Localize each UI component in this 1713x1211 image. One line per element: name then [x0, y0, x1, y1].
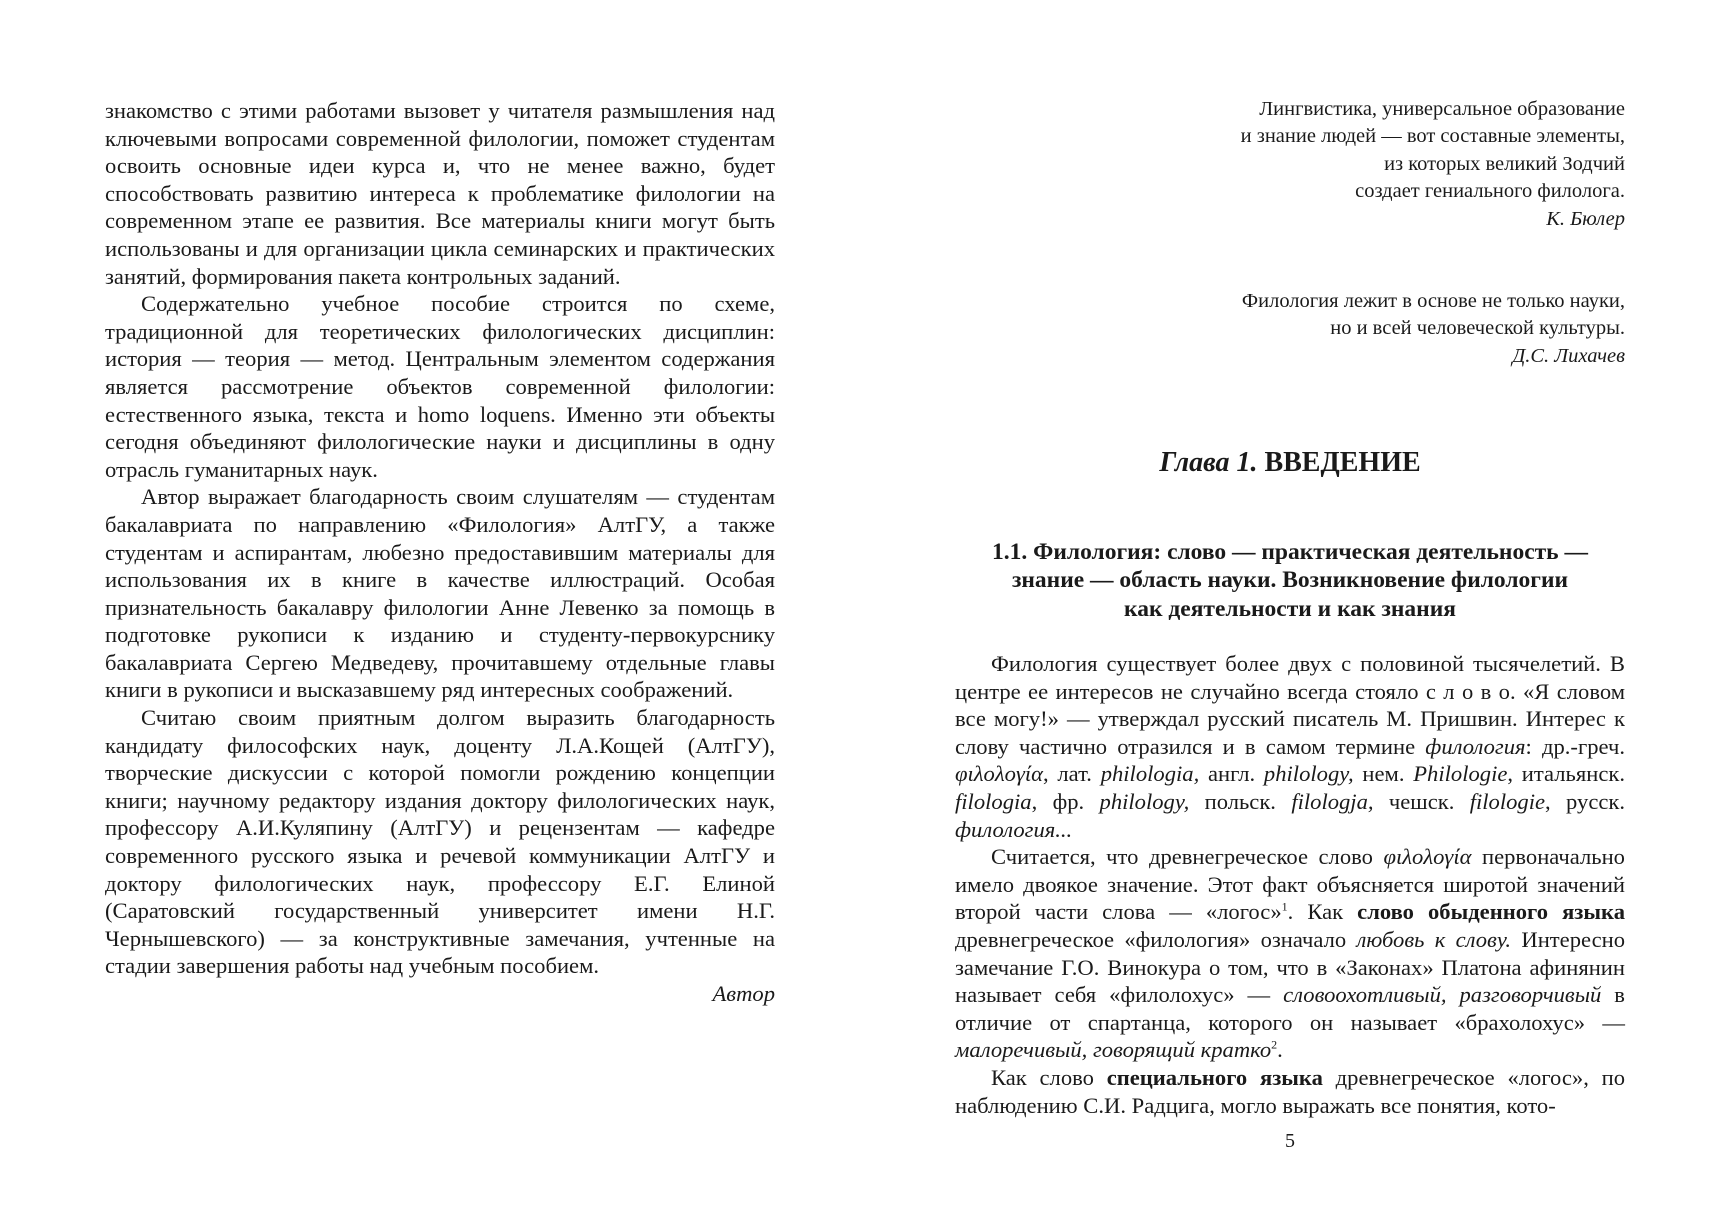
right-paragraph-3: Как слово специального языка древнегреческое «логос», по наблюдению С.И. Радцига, могло выражать все понятия, кото- — [955, 1064, 1625, 1118]
left-paragraph-2: Содержательно учебное пособие строится по схеме, традиционной для теоретических филологических дисциплин: история — теория — метод. Центральным элементом содержания является рассмотрение объектов современной филологии: естественного языка, текста и homo loquens. Именно эти объекты сегодня объединяют филологические науки и дисциплины в одну отрасль гуманитарных наук. — [105, 291, 775, 482]
epigraph-line: Лингвистика, универсальное образование — [1259, 98, 1625, 120]
footnote-ref: 2 — [1271, 1037, 1278, 1052]
epigraph-buhler — [1241, 96, 1625, 233]
section-heading — [955, 538, 1625, 623]
footnote-ref: 1 — [1281, 899, 1288, 914]
right-paragraph-1: Филология существует более двух с половиной тысячелетий. В центре ее интересов не случайно всегда стояло с л о в о. «Я словом все могу!» — утверждал русский писатель М. Пришвин. Интерес к слову частично отразился и в самом термине филология: др.-греч. φιλολογία, лат. philologia, англ. philology, нем. Philologie, итальянск. filologia, фр. philology, польск. filologja, чешск. filologie, русск. филология... — [955, 651, 1625, 842]
section-heading-line: как деятельности и как знания — [1124, 595, 1456, 622]
right-paragraph-2: Считается, что древнегреческое слово φιλολογία первоначально имело двоякое значение. Этот факт объясняется широтой значений второй части слова — «логос»$^1$. Как слово обыденного языка древнегреческое «филология» означало любовь к слову. Интересно замечание Г.О. Винокура о том, что в «Законах» Платона афинянин называет себя «филолохус» — словоохотливый, разговорчивый в отличие от спартанца, которого он называет «брахолохус» — малоречивый, говорящий кратко$^2$. — [955, 844, 1626, 1063]
epigraph-author: Д.С. Лихачев — [1512, 344, 1625, 367]
chapter-prefix: Глава 1. — [1159, 447, 1258, 478]
right-page-text — [955, 650, 1625, 1119]
left-page-text — [105, 97, 775, 1008]
right-page — [955, 0, 1625, 1211]
chapter-heading — [955, 446, 1625, 480]
left-paragraph-1: знакомство с этими работами вызовет у читателя размышления над ключевыми вопросами современной филологии, поможет студентам освоить основные идеи курса и, что не менее важно, будет способствовать развитию интереса к проблематике филологии на современном этапе ее развития. Все материалы книги могут быть использованы и для организации цикла семинарских и практических занятий, формирования пакета контрольных заданий. — [105, 98, 775, 289]
left-paragraph-3: Автор выражает благодарность своим слушателям — студентам бакалавриата по направлению «Филология» АлтГУ, а также студентам и аспирантам, любезно предоставившим материалы для использования их в книге в качестве иллюстраций. Особая признательность бакалавру филологии Анне Левенко за помощь в подготовке рукописи к изданию и студенту-первокурснику бакалавриата Сергею Медведеву, прочитавшему отдельные главы книги в рукописи и высказавшему ряд интересных соображений. — [105, 484, 775, 703]
epigraph-line: и знание людей — вот составные элементы, — [1240, 125, 1625, 148]
epigraph-line: из которых великий Зодчий — [1384, 152, 1625, 175]
left-paragraph-4: Считаю своим приятным долгом выразить благодарность кандидату философских наук, доценту Л.А.Кощей (АлтГУ), творческие дискуссии с которой помогли рождению концепции книги; научному редактору издания доктору филологических наук, профессору А.И.Куляпину (АлтГУ) и рецензентам — кафедре современного русского языка и речевой коммуникации АлтГУ и доктору филологических наук, профессору Е.Г. Елиной (Саратовский государственный университет имени Н.Г. Чернышевского) — за конструктивные замечания, учтенные на стадии завершения работы над учебным пособием. — [105, 705, 775, 979]
section-heading-line: 1.1. Филология: слово — практическая деятельность — — [992, 539, 1588, 565]
page-number: 5 — [1285, 1130, 1295, 1152]
chapter-title-text: ВВЕДЕНИЕ — [1264, 447, 1421, 478]
epigraph-likhachev — [1242, 288, 1625, 370]
epigraph-author: К. Бюлер — [1546, 207, 1625, 230]
epigraph-line: создает гениального филолога. — [1355, 180, 1625, 203]
section-heading-line: знание — область науки. Возникновение филологии — [1011, 567, 1569, 594]
epigraph-line: но и всей человеческой культуры. — [1330, 317, 1625, 340]
author-signature: Автор — [712, 981, 775, 1006]
left-page — [105, 0, 775, 1211]
epigraph-line: Филология лежит в основе не только науки, — [1241, 290, 1625, 312]
